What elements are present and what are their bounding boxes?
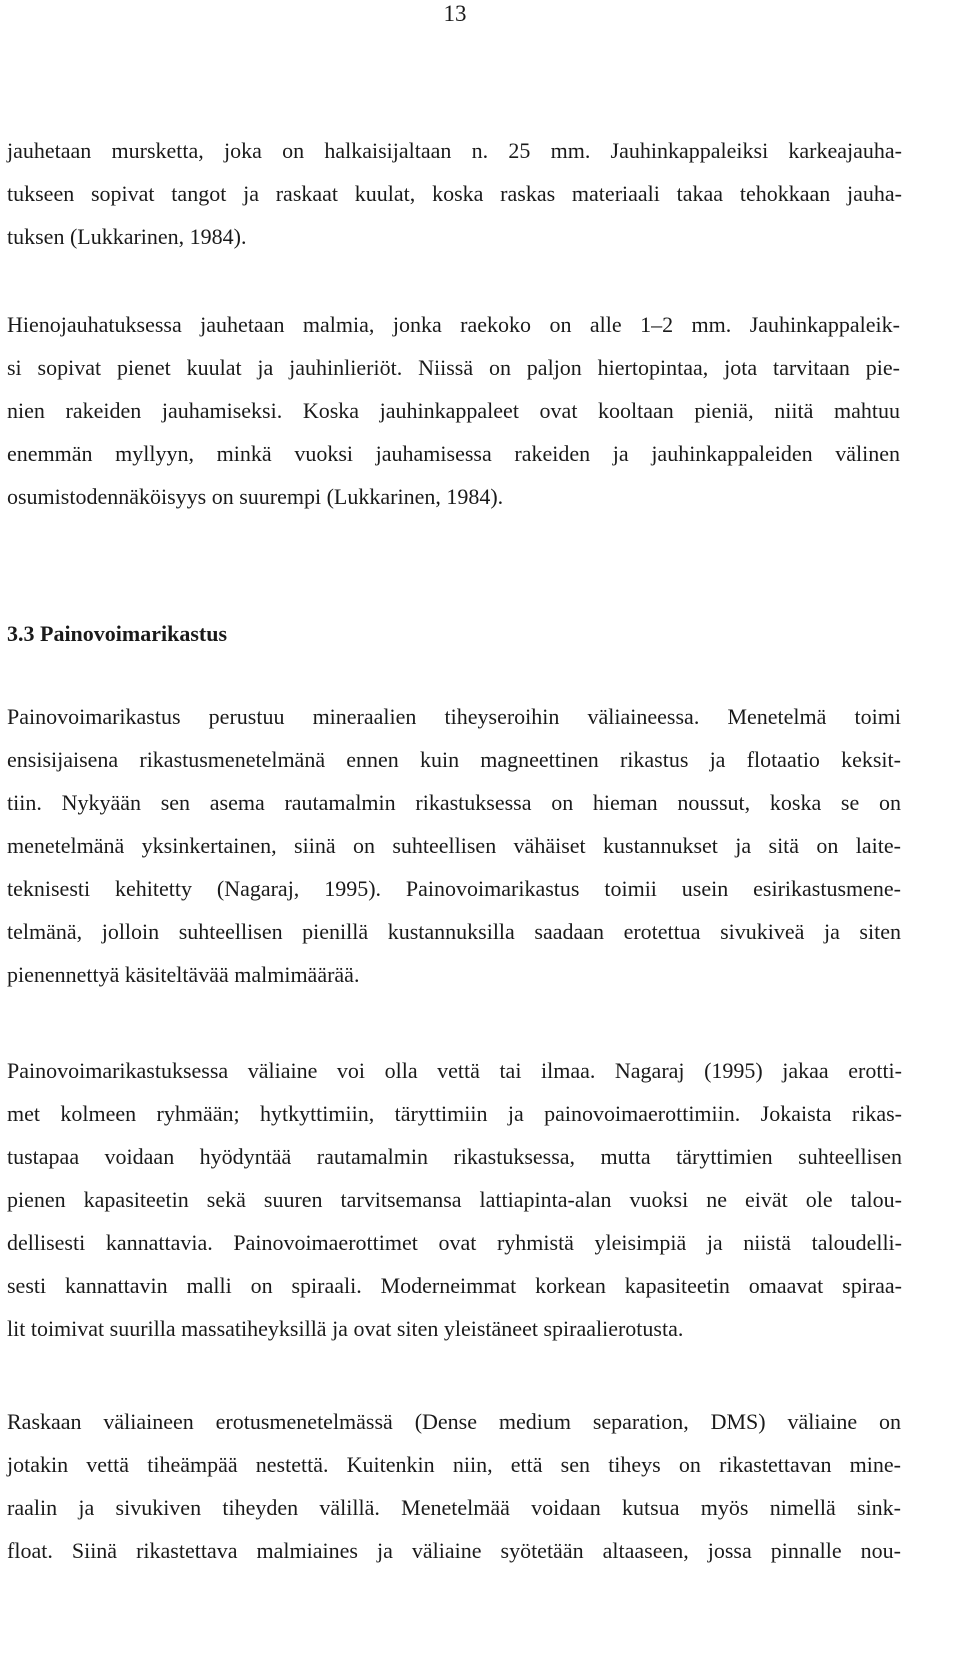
paragraph-4 [7,1049,902,1350]
paragraph-line: teknisesti kehitetty (Nagaraj, 1995). Painovoimarikastus toimii usein esirikastusmene- [7,876,901,901]
paragraph-line: osumistodennäköisyys on suurempi (Lukkarinen, 1984). [7,484,504,509]
paragraph-line: nien rakeiden jauhamiseksi. Koska jauhinkappaleet ovat kooltaan pieniä, niitä mahtuu [7,398,900,423]
paragraph-line: Painovoimarikastus perustuu mineraalien tiheyseroihin väliaineessa. Menetelmä toimi [7,704,901,729]
paragraph-line: jauhetaan mursketta, joka on halkaisijaltaan n. 25 mm. Jauhinkappaleiksi karkeajauha- [7,138,902,163]
paragraph-5 [7,1400,901,1572]
paragraph-line: sesti kannattavin malli on spiraali. Moderneimmat korkean kapasiteetin omaavat spiraa- [7,1273,902,1298]
paragraph-line: dellisesti kannattavia. Painovoimaerottimet ovat ryhmistä yleisimpiä ja niistä taloudelli- [7,1230,902,1255]
paragraph-line: jotakin vettä tiheämpää nestettä. Kuitenkin niin, että sen tiheys on rikastettavan mine- [7,1452,901,1477]
paragraph-line: tukseen sopivat tangot ja raskaat kuulat, koska raskas materiaali takaa tehokkaan jauha- [7,181,902,206]
paragraph-line: telmänä, jolloin suhteellisen pienillä kustannuksilla saadaan erotettua sivukiveä ja siten [7,919,901,944]
paragraph-2 [7,303,900,518]
page-number: 13 [443,1,467,26]
paragraph-line: Painovoimarikastuksessa väliaine voi olla vettä tai ilmaa. Nagaraj (1995) jakaa erotti- [7,1058,902,1083]
paragraph-line: tiin. Nykyään sen asema rautamalmin rikastuksessa on hieman noussut, koska se on [7,790,901,815]
paragraph-line: tustapaa voidaan hyödyntää rautamalmin rikastuksessa, mutta täryttimien suhteellisen [7,1144,902,1169]
paragraph-1 [7,129,902,258]
paragraph-line: float. Siinä rikastettava malmiaines ja väliaine syötetään altaaseen, jossa pinnalle nou- [7,1538,901,1563]
paragraph-line: pienennettyä käsiteltävää malmimäärää. [7,962,360,987]
paragraph-line: ensisijaisena rikastusmenetelmänä ennen kuin magneettinen rikastus ja flotaatio keksit- [7,747,901,772]
paragraph-line: Hienojauhatuksessa jauhetaan malmia, jonka raekoko on alle 1–2 mm. Jauhinkappaleik- [7,312,900,337]
paragraph-line: tuksen (Lukkarinen, 1984). [7,224,247,249]
section-heading: 3.3 Painovoimarikastus [7,621,228,646]
paragraph-line: enemmän myllyyn, minkä vuoksi jauhamisessa rakeiden ja jauhinkappaleiden välinen [7,441,900,466]
paragraph-line: Raskaan väliaineen erotusmenetelmässä (Dense medium separation, DMS) väliaine on [7,1409,901,1434]
paragraph-3 [7,695,901,996]
paragraph-line: menetelmänä yksinkertainen, siinä on suhteellisen vähäiset kustannukset ja sitä on laite- [7,833,901,858]
paragraph-line: pienen kapasiteetin sekä suuren tarvitsemansa lattiapinta-alan vuoksi ne eivät ole talou- [7,1187,902,1212]
paragraph-line: lit toimivat suurilla massatiheyksillä ja ovat siten yleistäneet spiraalierotusta. [7,1316,684,1341]
paragraph-line: raalin ja sivukiven tiheyden välillä. Menetelmää voidaan kutsua myös nimellä sink- [7,1495,901,1520]
paragraph-line: met kolmeen ryhmään; hytkyttimiin, täryttimiin ja painovoimaerottimiin. Jokaista rikas- [7,1101,902,1126]
paragraph-line: si sopivat pienet kuulat ja jauhinlieriöt. Niissä on paljon hiertopintaa, jota tarvitaan pie- [7,355,900,380]
